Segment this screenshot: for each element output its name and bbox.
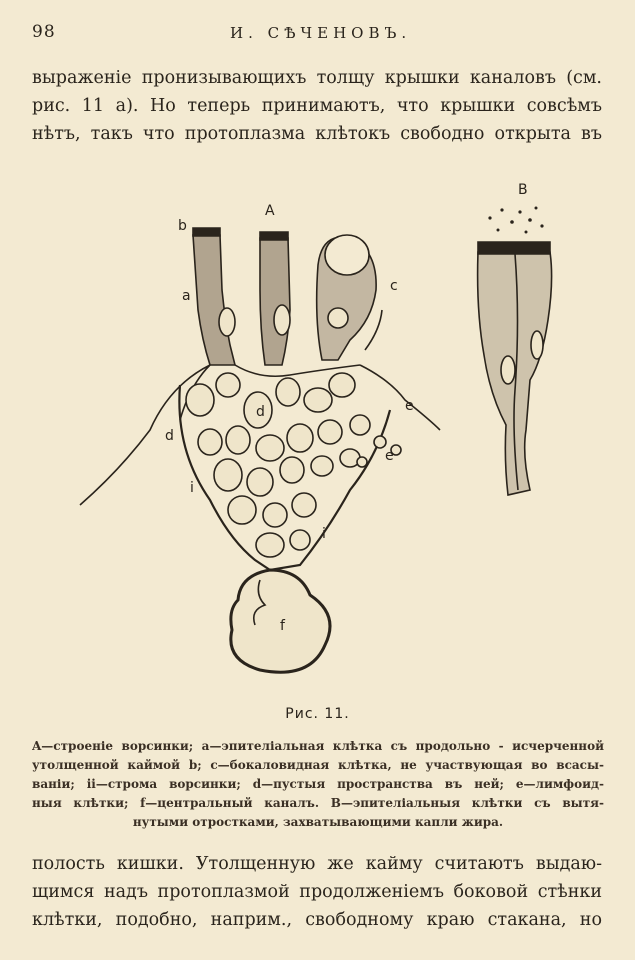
striated-border-b	[193, 228, 220, 236]
stroma-network	[186, 373, 370, 557]
label-d: d	[256, 404, 265, 420]
top-paragraph	[32, 64, 602, 148]
page-number: 98	[32, 22, 56, 42]
label-e: e	[385, 448, 394, 464]
panel-b-cells	[478, 207, 552, 496]
label-a: a	[182, 288, 191, 304]
lymphoid-cells	[357, 436, 401, 467]
label-i: i	[322, 526, 326, 542]
illustration	[60, 170, 580, 700]
running-head: И. СѢЧЕНОВЪ.	[230, 24, 412, 42]
brush-border	[478, 242, 550, 254]
cell-nucleus	[531, 331, 543, 359]
caption-line: утолщенной каймой b; c—бокаловидная клѣтка, не участвующая во всасы-	[32, 758, 604, 772]
label-d: d	[165, 428, 174, 444]
cell-nucleus	[219, 308, 235, 336]
text-line: щимся надъ протоплазмой продолженіемъ боковой стѣнки	[32, 882, 602, 902]
text-line: нѣтъ, такъ что протоплазма клѣтокъ свободно открыта въ	[32, 124, 602, 144]
villus-drawing	[60, 170, 580, 700]
striated-border	[260, 232, 288, 240]
cell-nucleus	[501, 356, 515, 384]
label-i: i	[190, 480, 194, 496]
label-f: f	[280, 618, 285, 634]
epithelial-cell	[260, 238, 290, 365]
fat-droplets	[488, 207, 543, 234]
cell-nucleus	[274, 305, 290, 335]
figure-title: Рис. 11.	[285, 706, 350, 722]
bottom-paragraph	[32, 850, 602, 934]
label-c: c	[390, 278, 398, 294]
caption-line: нутыми отростками, захватывающими капли жира.	[132, 815, 504, 829]
label-b: b	[178, 218, 187, 234]
text-line: выраженіе пронизывающихъ толщу крышки каналовъ (см.	[32, 68, 602, 88]
text-line: клѣтки, подобно, наприм., свободному краю стакана, но	[32, 910, 602, 930]
label-e: e	[405, 398, 414, 414]
figure-caption	[32, 737, 604, 832]
caption-line: A—строеніе ворсинки; a—эпителіальная клѣтка съ продольно - исчерченной	[32, 739, 604, 753]
epithelial-cell-a	[193, 235, 235, 365]
label-B: B	[518, 182, 528, 198]
cell-nucleus	[328, 308, 348, 328]
text-line: полость кишки. Утолщенную же кайму считаютъ выдаю-	[32, 854, 602, 874]
goblet-vacuole	[325, 235, 369, 275]
page-header	[0, 22, 635, 46]
text-line: рис. 11 а). Но теперь принимаютъ, что крышки совсѣмъ	[32, 96, 602, 116]
caption-line: ваніи; ii—строма ворсинки; d—пустыя пространства въ ней; e—лимфоид-	[32, 777, 604, 791]
caption-line: ныя клѣтки; f—центральный каналъ. B—эпителіальныя клѣтки съ вытя-	[32, 796, 604, 810]
label-A: A	[265, 203, 275, 219]
